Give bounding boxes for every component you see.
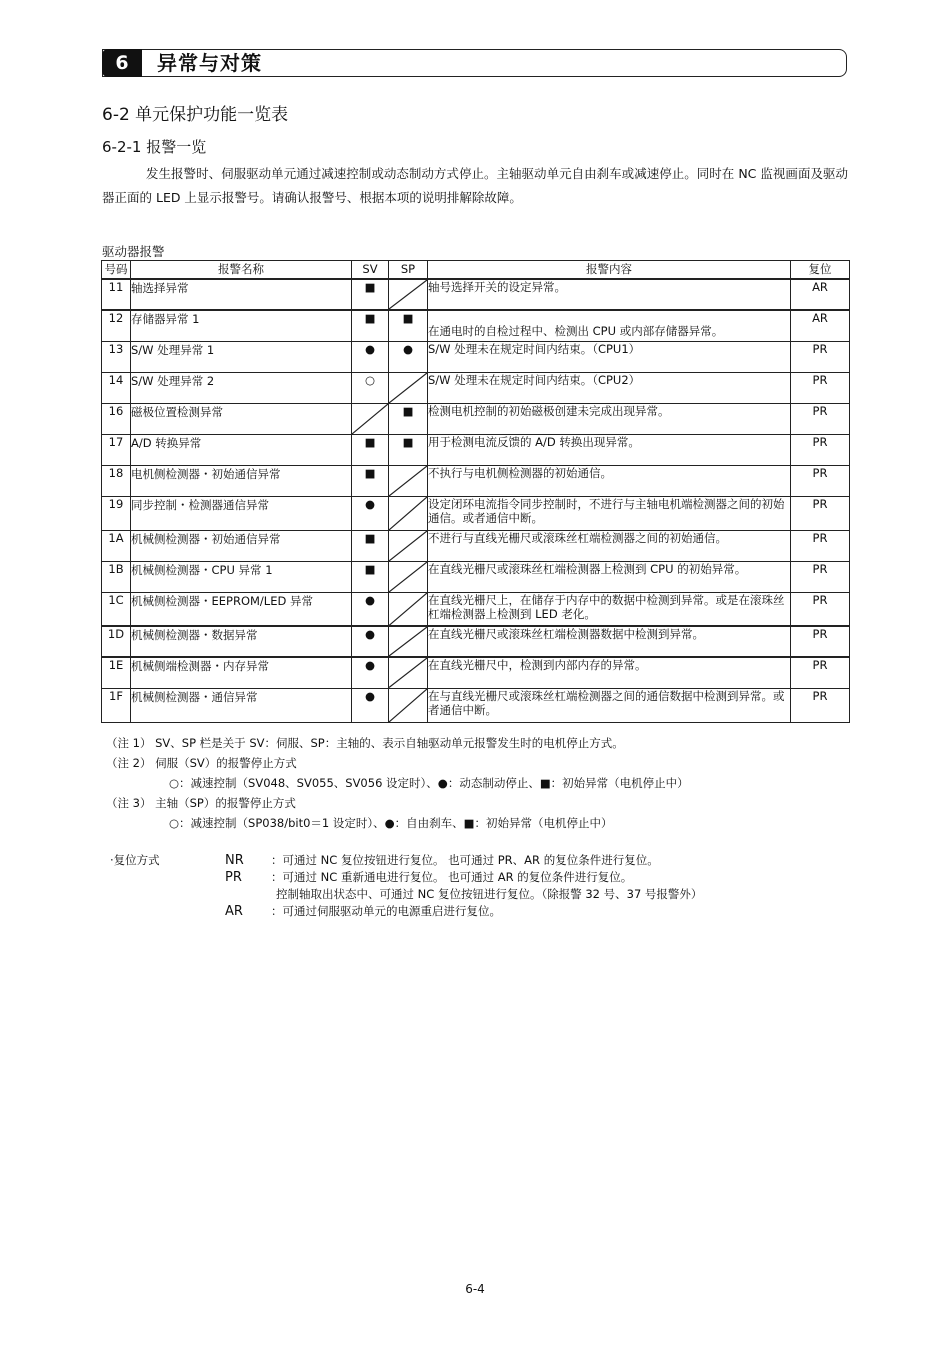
alarm-code: 11 <box>102 279 131 310</box>
intro-paragraph: 发生报警时、伺服驱动单元通过减速控制或动态制动方式停止。主轴驱动单元自由刹车或减速停止。同时在 NC 监视画面及驱动器正面的 LED 上显示报警号。请确认报警号、根据本项的说明排解除故障。 <box>102 166 848 205</box>
table-header-row <box>102 261 850 280</box>
alarm-name: 磁极位置检测异常 <box>131 403 352 434</box>
alarm-content: S/W 处理未在规定时间内结束。（CPU1） <box>428 341 791 372</box>
reset-code: NR <box>225 853 244 868</box>
alarm-name: 机械侧端检测器・内存异常 <box>131 657 352 688</box>
sp-stop-method <box>389 592 428 626</box>
sv-stop-method: ● <box>352 341 389 372</box>
alarm-reset: PR <box>791 561 850 592</box>
table-row <box>102 372 850 403</box>
alarm-name: 存储器异常 1 <box>131 310 352 341</box>
sp-stop-method <box>389 465 428 496</box>
sv-stop-method: ■ <box>352 465 389 496</box>
alarm-reset: PR <box>791 372 850 403</box>
sv-stop-method: ● <box>352 592 389 626</box>
reset-text: ：可通过伺服驱动单元的电源重启进行复位。 <box>271 904 501 918</box>
header-content: 报警内容 <box>428 261 791 280</box>
alarm-code: 1D <box>102 626 131 657</box>
page-number: 6-4 <box>465 1282 485 1296</box>
alarm-code: 18 <box>102 465 131 496</box>
alarm-reset: PR <box>791 465 850 496</box>
sv-stop-method: ■ <box>352 434 389 465</box>
alarm-code: 1E <box>102 657 131 688</box>
alarm-code: 13 <box>102 341 131 372</box>
sp-stop-method <box>389 530 428 561</box>
alarm-code: 17 <box>102 434 131 465</box>
sp-stop-method <box>389 279 428 310</box>
alarm-code: 19 <box>102 496 131 530</box>
alarm-code: 12 <box>102 310 131 341</box>
reset-text: ：可通过 NC 复位按钮进行复位。 也可通过 PR、AR 的复位条件进行复位。 <box>271 853 659 867</box>
notes <box>106 733 689 833</box>
alarm-reset: AR <box>791 279 850 310</box>
header-reset: 复位 <box>791 261 850 280</box>
sp-stop-method <box>389 561 428 592</box>
table-row <box>102 403 850 434</box>
header-sp: SP <box>389 261 428 280</box>
sv-stop-method: ● <box>352 496 389 530</box>
alarm-code: 1A <box>102 530 131 561</box>
alarm-content: 在通电时的自检过程中、检测出 CPU 或内部存储器异常。 <box>428 310 791 341</box>
note-line: （注 3） 主轴（SP）的报警停止方式 <box>106 796 296 810</box>
alarm-content: 检测电机控制的初始磁极创建未完成出现异常。 <box>428 403 791 434</box>
sp-stop-method: ● <box>389 341 428 372</box>
sv-stop-method: ● <box>352 657 389 688</box>
sv-stop-method: ○ <box>352 372 389 403</box>
alarm-code: 14 <box>102 372 131 403</box>
note-line: ○：减速控制（SP038/bit0＝1 设定时）、●：自由刹车、■：初始异常（电机停止中） <box>169 816 613 830</box>
sv-stop-method: ■ <box>352 279 389 310</box>
alarm-name: A/D 转换异常 <box>131 434 352 465</box>
alarm-code: 1F <box>102 688 131 722</box>
sp-stop-method <box>389 626 428 657</box>
alarm-reset: PR <box>791 496 850 530</box>
table-row <box>102 496 850 530</box>
sp-stop-method: ■ <box>389 310 428 341</box>
alarm-content: 在直线光栅尺或滚珠丝杠端检测器上检测到 CPU 的初始异常。 <box>428 561 791 592</box>
alarm-reset: PR <box>791 688 850 722</box>
alarm-content: 不进行与直线光栅尺或滚珠丝杠端检测器之间的初始通信。 <box>428 530 791 561</box>
sp-stop-method <box>389 372 428 403</box>
sv-stop-method: ■ <box>352 530 389 561</box>
alarm-reset: PR <box>791 657 850 688</box>
alarm-content: 用于检测电流反馈的 A/D 转换出现异常。 <box>428 434 791 465</box>
sp-stop-method <box>389 496 428 530</box>
header-code: 号码 <box>102 261 131 280</box>
alarm-reset: PR <box>791 592 850 626</box>
note-line: ○：减速控制（SV048、SV055、SV056 设定时）、●：动态制动停止、■：初始异常（电机停止中） <box>169 776 689 790</box>
header-sv: SV <box>352 261 389 280</box>
alarm-name: 机械侧检测器・通信异常 <box>131 688 352 722</box>
sp-stop-method: ■ <box>389 403 428 434</box>
alarm-content: 在与直线光栅尺或滚珠丝杠端检测器之间的通信数据中检测到异常。或者通信中断。 <box>428 688 791 722</box>
header-name: 报警名称 <box>131 261 352 280</box>
chapter-header <box>102 49 847 77</box>
alarm-content: S/W 处理未在规定时间内结束。（CPU2） <box>428 372 791 403</box>
alarm-reset: PR <box>791 626 850 657</box>
reset-method-pr <box>225 869 632 886</box>
alarm-table-body <box>102 279 850 722</box>
table-row <box>102 626 850 657</box>
alarm-reset: PR <box>791 403 850 434</box>
table-row <box>102 434 850 465</box>
sv-stop-method: ■ <box>352 561 389 592</box>
sv-stop-method: ■ <box>352 310 389 341</box>
alarm-name: 机械侧检测器・EEPROM/LED 异常 <box>131 592 352 626</box>
alarm-reset: PR <box>791 434 850 465</box>
alarm-content: 在直线光栅尺上，在储存于内存中的数据中检测到异常。或是在滚珠丝杠端检测器上检测到 LED 老化。 <box>428 592 791 626</box>
alarm-reset: PR <box>791 341 850 372</box>
table-row <box>102 341 850 372</box>
sv-stop-method <box>352 403 389 434</box>
sv-stop-method: ● <box>352 626 389 657</box>
alarm-name: 电机侧检测器・初始通信异常 <box>131 465 352 496</box>
alarm-name: 机械侧检测器・CPU 异常 1 <box>131 561 352 592</box>
reset-code: PR <box>225 870 242 885</box>
sv-stop-method: ● <box>352 688 389 722</box>
alarm-content: 轴号选择开关的设定异常。 <box>428 279 791 310</box>
alarm-name: 轴选择异常 <box>131 279 352 310</box>
alarm-code: 16 <box>102 403 131 434</box>
table-row <box>102 279 850 310</box>
reset-methods-label: ·复位方式 <box>110 853 160 867</box>
alarm-code: 1C <box>102 592 131 626</box>
chapter-number: 6 <box>102 49 142 77</box>
table-row <box>102 465 850 496</box>
alarm-reset: AR <box>791 310 850 341</box>
alarm-name: S/W 处理异常 2 <box>131 372 352 403</box>
section-title: 6-2 单元保护功能一览表 <box>102 105 289 125</box>
alarm-content: 设定闭环电流指令同步控制时，不进行与主轴电机端检测器之间的初始通信。或者通信中断。 <box>428 496 791 530</box>
table-row <box>102 592 850 626</box>
reset-method-ar <box>225 903 501 920</box>
chapter-title: 异常与对策 <box>157 51 262 75</box>
sp-stop-method <box>389 688 428 722</box>
sp-stop-method: ■ <box>389 434 428 465</box>
sp-stop-method <box>389 657 428 688</box>
reset-method-pr-continued: 控制轴取出状态中、可通过 NC 复位按钮进行复位。（除报警 32 号、37 号报警外） <box>276 887 703 901</box>
table-row <box>102 530 850 561</box>
alarm-name: 同步控制・检测器通信异常 <box>131 496 352 530</box>
alarm-name: 机械侧检测器・数据异常 <box>131 626 352 657</box>
alarm-content: 不执行与电机侧检测器的初始通信。 <box>428 465 791 496</box>
table-row <box>102 561 850 592</box>
alarm-code: 1B <box>102 561 131 592</box>
alarm-content: 在直线光栅尺中，检测到内部内存的异常。 <box>428 657 791 688</box>
table-row <box>102 310 850 341</box>
alarm-name: 机械侧检测器・初始通信异常 <box>131 530 352 561</box>
alarm-content: 在直线光栅尺或滚珠丝杠端检测器数据中检测到异常。 <box>428 626 791 657</box>
table-row <box>102 657 850 688</box>
table-caption: 驱动器报警 <box>102 244 165 259</box>
alarm-reset: PR <box>791 530 850 561</box>
reset-method-nr <box>225 852 659 869</box>
reset-text: ：可通过 NC 重新通电进行复位。 也可通过 AR 的复位条件进行复位。 <box>271 870 633 884</box>
alarm-name: S/W 处理异常 1 <box>131 341 352 372</box>
table-row <box>102 688 850 722</box>
reset-code: AR <box>225 904 243 919</box>
note-line: （注 2） 伺服（SV）的报警停止方式 <box>106 756 297 770</box>
subsection-title: 6-2-1 报警一览 <box>102 138 207 156</box>
alarm-table <box>101 260 850 723</box>
note-line: （注 1） SV、SP 栏是关于 SV：伺服、SP：主轴的、表示自轴驱动单元报警发生时的电机停止方式。 <box>106 736 624 750</box>
